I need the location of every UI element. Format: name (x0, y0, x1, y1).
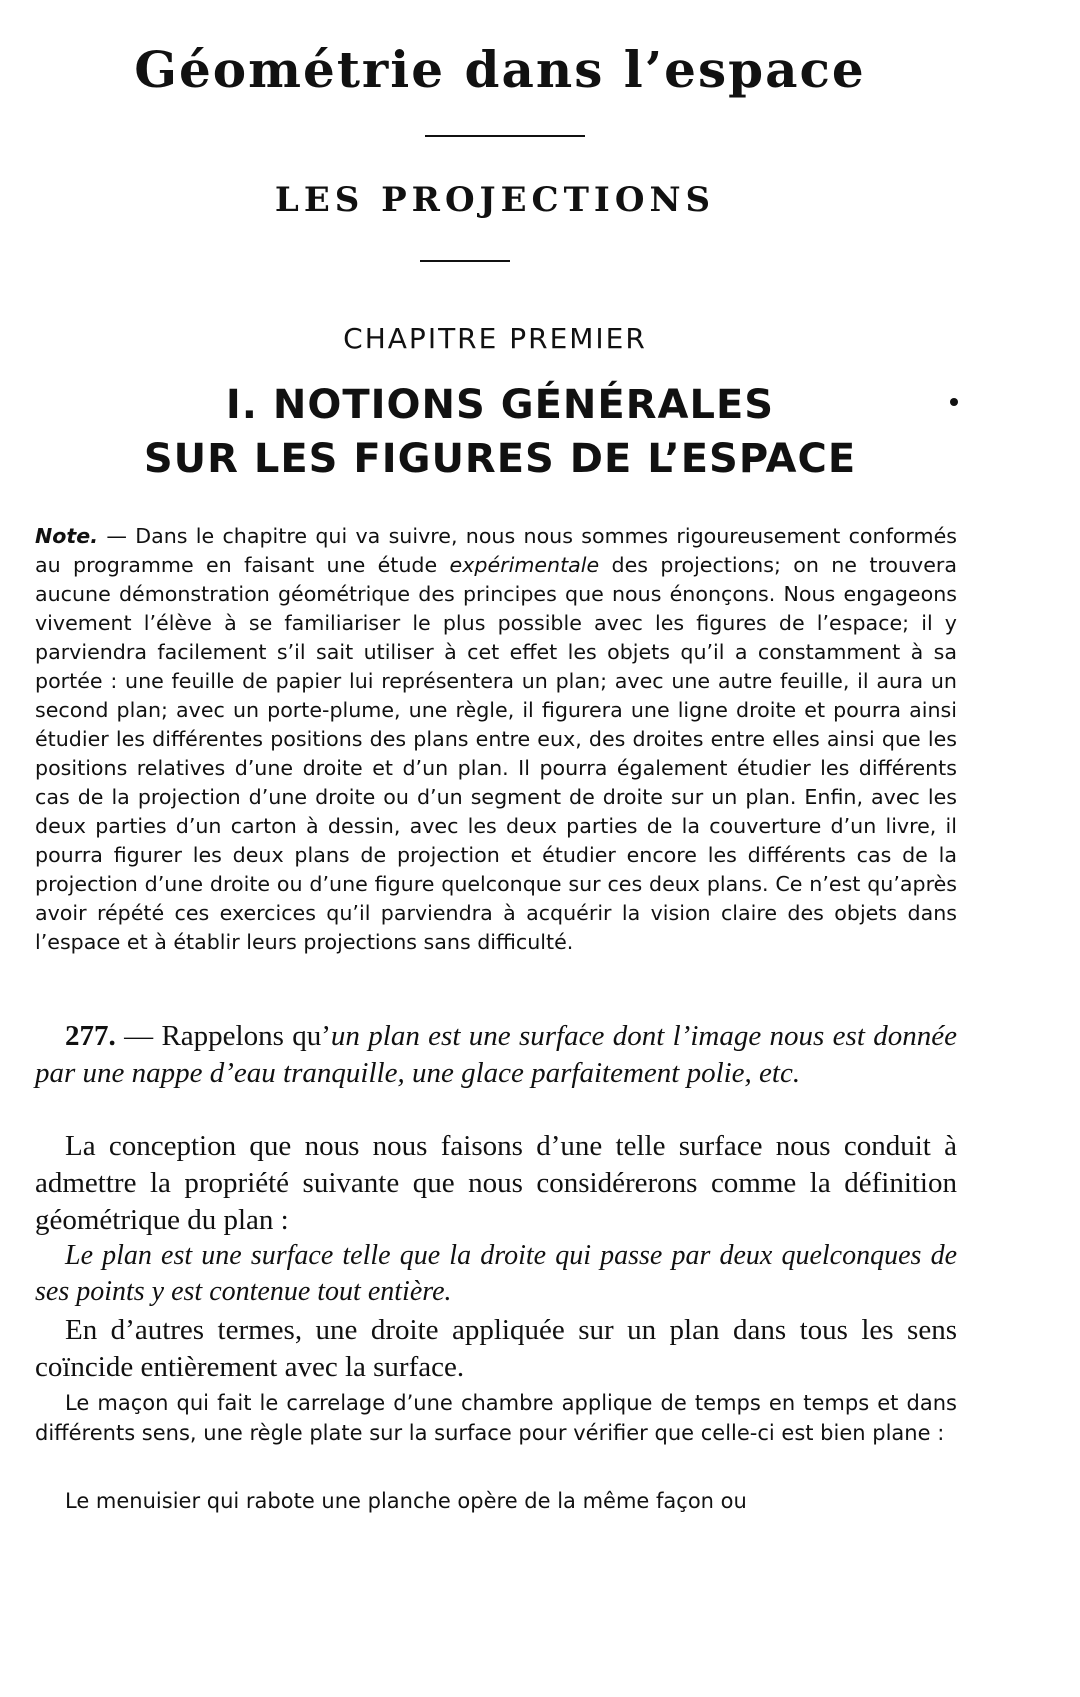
paragraph-277 (35, 1018, 957, 1092)
subtitle-divider (420, 260, 510, 262)
paragraph-277-intro: — Rappelons qu’ (115, 1020, 331, 1052)
paragraph-277-italic: un plan est une surface dont l’image nous est donnée par une nappe d’eau tranquille, une glace parfaitement polie, etc. (35, 1020, 957, 1089)
chapter-heading (60, 378, 940, 486)
note-text-end: des projections; on ne trouvera aucune démonstration géométrique des principes que nous énonçons. Nous engageons vivement l’élève à se familiariser le plus possible avec les figures de l’espace; il y parviendra facilement s’il sait utiliser à cet effet les objets qu’il a constamment à sa portée : une feuille de papier lui représentera un plan; avec une autre feuille, il aura un second plan; avec un porte-plume, une règle, il figurera une ligne droite et pourra ainsi étudier les différentes positions des plans entre eux, des droites entre elles ainsi que les positions relatives d’une droite et d’un plan. Il pourra également étudier les différents cas de la projection d’une droite ou d’un segment de droite sur un plan. Enfin, avec les deux parties d’un carton à dessin, avec les deux parties de la couverture d’un livre, il pourra figurer les deux plans de projection et étudier encore les différents cas de la projection d’une droite ou d’une figure quelconque sur ces deux plans. Ce n’est qu’après avoir répété ces exercices qu’il parviendra à acquérir la vision claire des objets dans l’espace et à établir leurs projections sans difficulté. (35, 553, 958, 954)
plane-definition: Le plan est une surface telle que la droite qui passe par deux quelconques de ses points y est contenue tout entière. (35, 1240, 957, 1307)
chapter-heading-line1: I. NOTIONS GÉNÉRALES (225, 382, 775, 428)
title-divider (425, 135, 585, 137)
bullet-mark (950, 398, 958, 406)
note-text-start: — Dans le chapitre qui va suivre, nous nous sommes rigoureusement conformés au programme en faisant une étude (35, 524, 957, 577)
menuisier-paragraph: Le menuisier qui rabote une planche opère de la même façon ou (65, 1489, 747, 1513)
note-label: Note. (35, 524, 99, 548)
note-paragraph (35, 522, 957, 957)
note-italic-word: expérimentale (449, 553, 600, 577)
concept-paragraph: La conception que nous nous faisons d’une telle surface nous conduit à admettre la propriété suivante que nous considérerons comme la définition géométrique du plan : (35, 1130, 957, 1236)
paragraph-number: 277. (65, 1020, 116, 1052)
chapter-label: CHAPITRE PREMIER (343, 322, 647, 355)
macon-paragraph: Le maçon qui fait le carrelage d’une chambre applique de temps en temps et dans différents sens, une règle plate sur la surface pour vérifier que celle-ci est bien plane : (35, 1391, 957, 1445)
chapter-heading-line2: SUR LES FIGURES DE L’ESPACE (143, 436, 857, 482)
section-subtitle: LES PROJECTIONS (274, 180, 716, 220)
other-terms-paragraph: En d’autres termes, une droite appliquée sur un plan dans tous les sens coïncide entièrement avec la surface. (35, 1314, 957, 1383)
page-title: Géométrie dans l’espace (134, 40, 866, 99)
